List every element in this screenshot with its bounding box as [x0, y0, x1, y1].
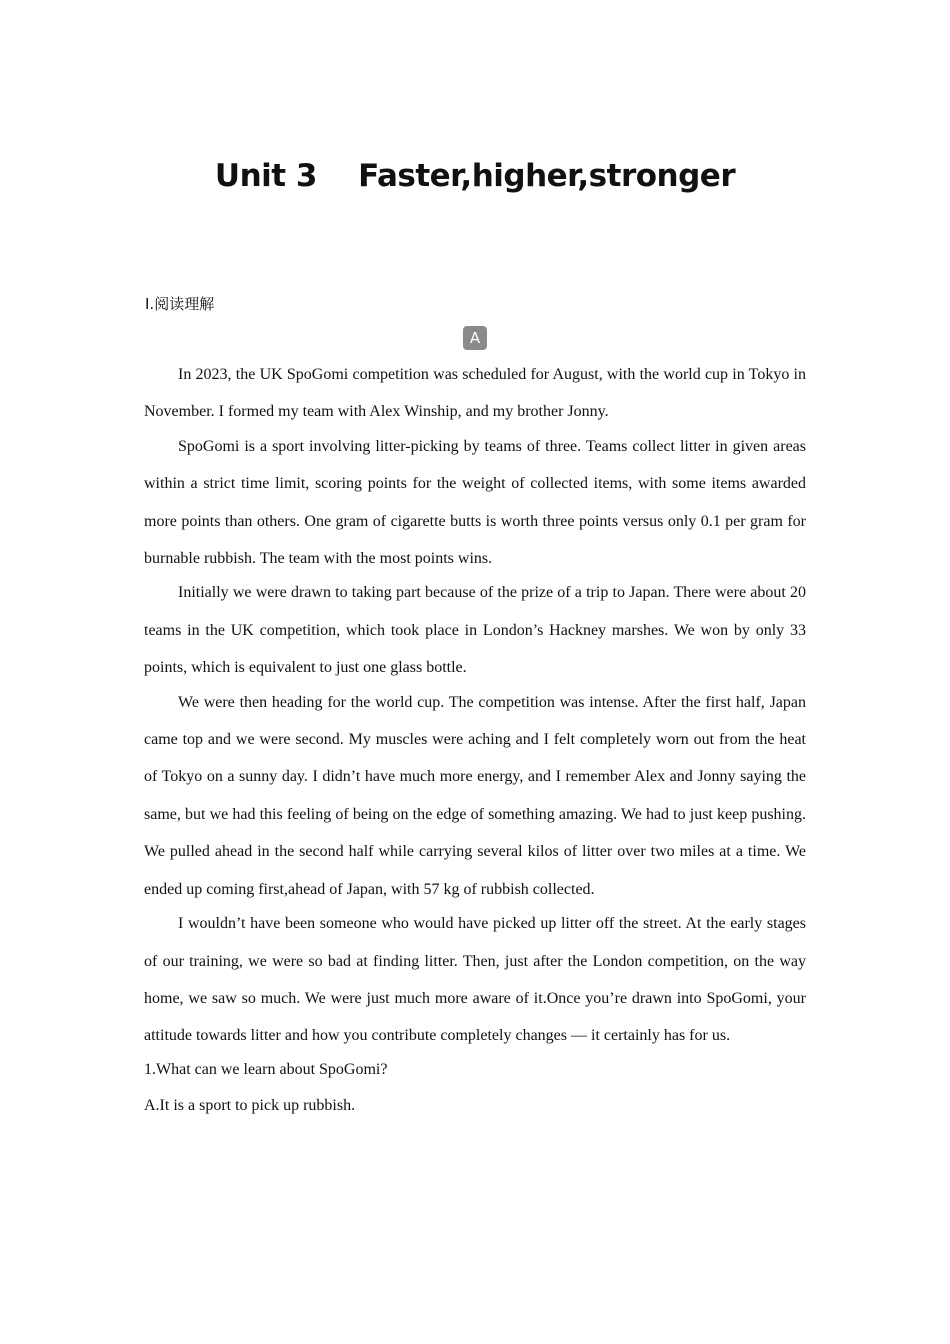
- passage-paragraph-3: Initially we were drawn to taking part because of the prize of a trip to Japan. There were about 20 teams in the UK competition, which took place in London’s Hackney marshes. We won by only 33 points, which is equivalent to just one glass bottle.: [144, 584, 806, 677]
- passage-paragraph-2: SpoGomi is a sport involving litter-picking by teams of three. Teams collect litter in given areas within a strict time limit, scoring points for the weight of collected items, with some items awarded more points than others. One gram of cigarette butts is worth three points versus only 0.1 per gram for burnable rubbish. The team with the most points wins.: [144, 437, 806, 568]
- page-title: Unit 3 Faster,higher,stronger: [214, 158, 736, 194]
- section-heading: Ⅰ.阅读理解: [145, 295, 215, 313]
- passage-paragraph-4: We were then heading for the world cup. The competition was intense. After the first half, Japan came top and we were second. My muscles were aching and I felt completely worn out from the heat of Tokyo on a sunny day. I didn’t have much more energy, and I remember Alex and Jonny saying the same, but we had this feeling of being on the edge of something amazing. We had to just keep pushing. We pulled ahead in the second half while carrying several kilos of litter over two miles at a time. We ended up coming first,ahead of Japan, with 57 kg of rubbish collected.: [144, 693, 806, 898]
- passage-label-badge: A: [463, 326, 487, 350]
- passage-paragraph-1: In 2023, the UK SpoGomi competition was scheduled for August, with the world cup in Tokyo in November. I formed my team with Alex Winship, and my brother Jonny.: [144, 366, 806, 421]
- question-1: [144, 1052, 806, 1124]
- passage-paragraph-5: I wouldn’t have been someone who would have picked up litter off the street. At the early stages of our training, we were so bad at finding litter. Then, just after the London competition, on the way home, we saw so much. We were just much more aware of it.Once you’re drawn into SpoGomi, your attitude towards litter and how you contribute completely changes — it certainly has for us.: [144, 915, 806, 1045]
- question-1-stem: 1.What can we learn about SpoGomi?: [144, 1060, 388, 1078]
- question-1-option-a: A.It is a sport to pick up rubbish.: [144, 1096, 356, 1114]
- passage-body: [144, 356, 806, 1124]
